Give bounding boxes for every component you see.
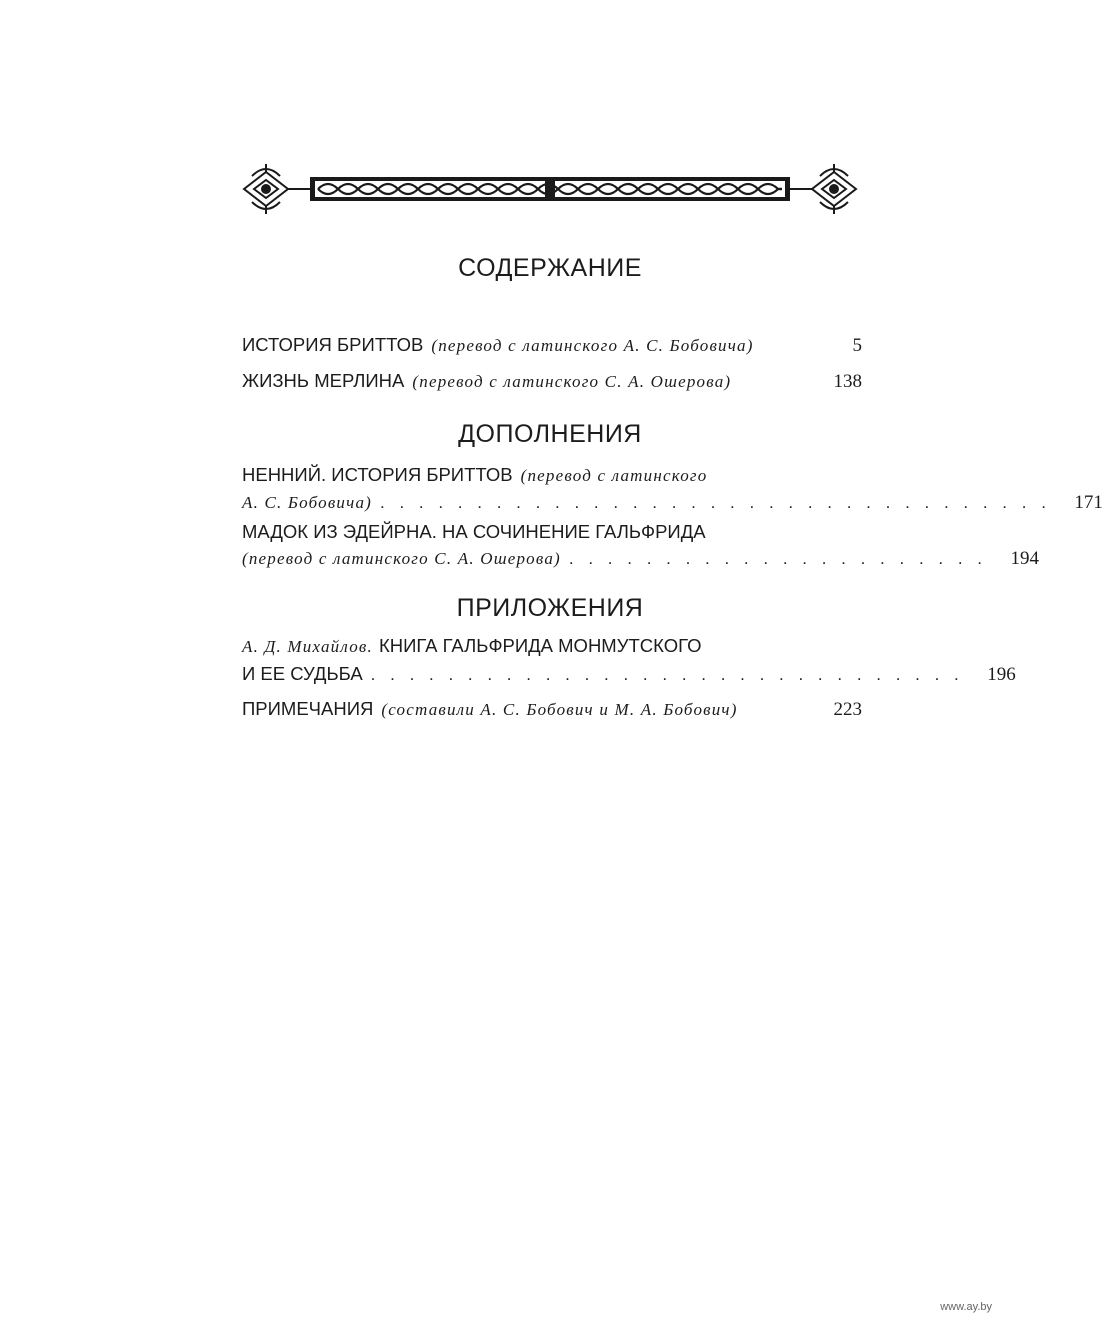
entry-page-number: 5 bbox=[852, 335, 862, 356]
watermark: www.ay.by bbox=[940, 1301, 992, 1313]
entry-note: (перевод с латинского С. А. Ошерова) bbox=[242, 549, 561, 568]
toc-entry-history-britons[interactable] bbox=[242, 331, 862, 359]
entry-title: ПРИМЕЧАНИЯ bbox=[242, 698, 374, 719]
entry-note-continued: А. С. Бобовича) bbox=[242, 493, 373, 512]
section-heading-supplements: ДОПОЛНЕНИЯ bbox=[458, 420, 642, 448]
toc-entry-nennius[interactable] bbox=[242, 461, 1103, 516]
toc-entry-life-merlin[interactable] bbox=[242, 367, 862, 395]
entry-title: ЖИЗНЬ МЕРЛИНА bbox=[242, 370, 405, 391]
toc-entry-madoc[interactable] bbox=[242, 518, 1040, 572]
entry-title-continued: И ЕЕ СУДЬБА bbox=[242, 663, 363, 684]
entry-page-number: 194 bbox=[1010, 548, 1040, 569]
entry-title: ИСТОРИЯ БРИТТОВ bbox=[242, 334, 424, 355]
entry-page-number: 223 bbox=[833, 699, 862, 720]
toc-entry-mikhailov-essay[interactable] bbox=[242, 632, 1016, 688]
celtic-knot-band-icon bbox=[240, 160, 860, 218]
dot-leaders: . . . . . . . . . . . . . . . . . . . . . . . . . . . . . . . bbox=[370, 665, 964, 684]
entry-author: А. Д. Михайлов. bbox=[242, 637, 373, 656]
entry-page-number: 171 bbox=[1074, 492, 1103, 513]
toc-entry-notes[interactable] bbox=[242, 695, 862, 723]
entry-title: МАДОК ИЗ ЭДЕЙРНА. НА СОЧИНЕНИЕ ГАЛЬФРИДА bbox=[242, 521, 706, 542]
entry-page-number: 196 bbox=[987, 664, 1016, 685]
entry-note: (перевод с латинского bbox=[520, 466, 708, 485]
entry-title: НЕННИЙ. ИСТОРИЯ БРИТТОВ bbox=[242, 464, 513, 485]
dot-leaders: . . . . . . . . . . . . . . . . . . . . . . . . . . . . . . . . . . . bbox=[380, 493, 1051, 512]
entry-note: (перевод с латинского С. А. Ошерова) bbox=[412, 372, 732, 391]
entry-note: (перевод с латинского А. С. Бобовича) bbox=[431, 336, 754, 355]
entry-title: КНИГА ГАЛЬФРИДА МОНМУТСКОГО bbox=[378, 635, 702, 656]
entry-page-number: 138 bbox=[833, 371, 862, 392]
entry-note: (составили А. С. Бобович и М. А. Бобович) bbox=[381, 700, 738, 719]
section-heading-appendices: ПРИЛОЖЕНИЯ bbox=[456, 594, 644, 622]
page-title: СОДЕРЖАНИЕ bbox=[458, 254, 642, 282]
dot-leaders: . . . . . . . . . . . . . . . . . . . . . . bbox=[568, 549, 988, 568]
